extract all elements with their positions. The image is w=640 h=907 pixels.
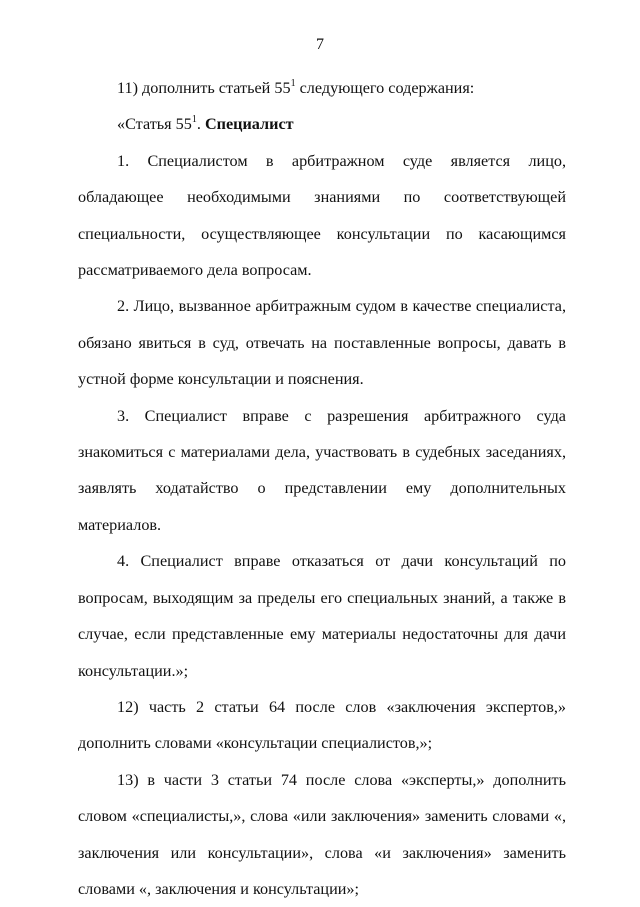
page-number: 7: [316, 36, 324, 53]
item-11-superscript: 1: [290, 77, 296, 89]
item-13: 13) в части 3 статьи 74 после слова «эксперты,» дополнить словом «специалисты,», слова «или заключения» заменить словами «, заключения или консультации», слова «и заключения» заменить словами «, заключения и консультации»;: [78, 770, 566, 898]
item-11-text: 11) дополнить статьей 55: [117, 79, 291, 97]
article-point-3: 3. Специалист вправе с разрешения арбитражного суда знакомиться с материалами дела, участвовать в судебных заседаниях, заявлять ходатайство о представлении ему дополнительных материалов.: [78, 406, 566, 534]
item-11: [78, 70, 566, 106]
article-point-4: 4. Специалист вправе отказаться от дачи консультаций по вопросам, выходящим за пределы его специальных знаний, а также в случае, если представленные ему материалы недостаточны для дачи консультации.»;: [78, 552, 566, 680]
item-11-text-end: следующего содержания:: [295, 79, 475, 97]
article-heading-dot: .: [196, 115, 205, 134]
article-title: Специалист: [204, 115, 294, 134]
article-heading-superscript: 1: [191, 114, 197, 126]
article-heading: [78, 106, 566, 142]
article-point-1: 1. Специалистом в арбитражном суде является лицо, обладающее необходимыми знаниями по соответствующей специальности, осуществляющее консультации по касающимся рассматриваемого дела вопросам.: [78, 151, 566, 280]
article-heading-prefix: «Статья 55: [117, 115, 192, 134]
item-12: 12) часть 2 статьи 64 после слов «заключения экспертов,» дополнить словами «консультации специалистов,»;: [78, 697, 566, 753]
article-point-2: 2. Лицо, вызванное арбитражным судом в качестве специалиста, обязано явиться в суд, отвечать на поставленные вопросы, давать в устной форме консультации и пояснения.: [78, 297, 566, 389]
document-body: [78, 70, 566, 907]
